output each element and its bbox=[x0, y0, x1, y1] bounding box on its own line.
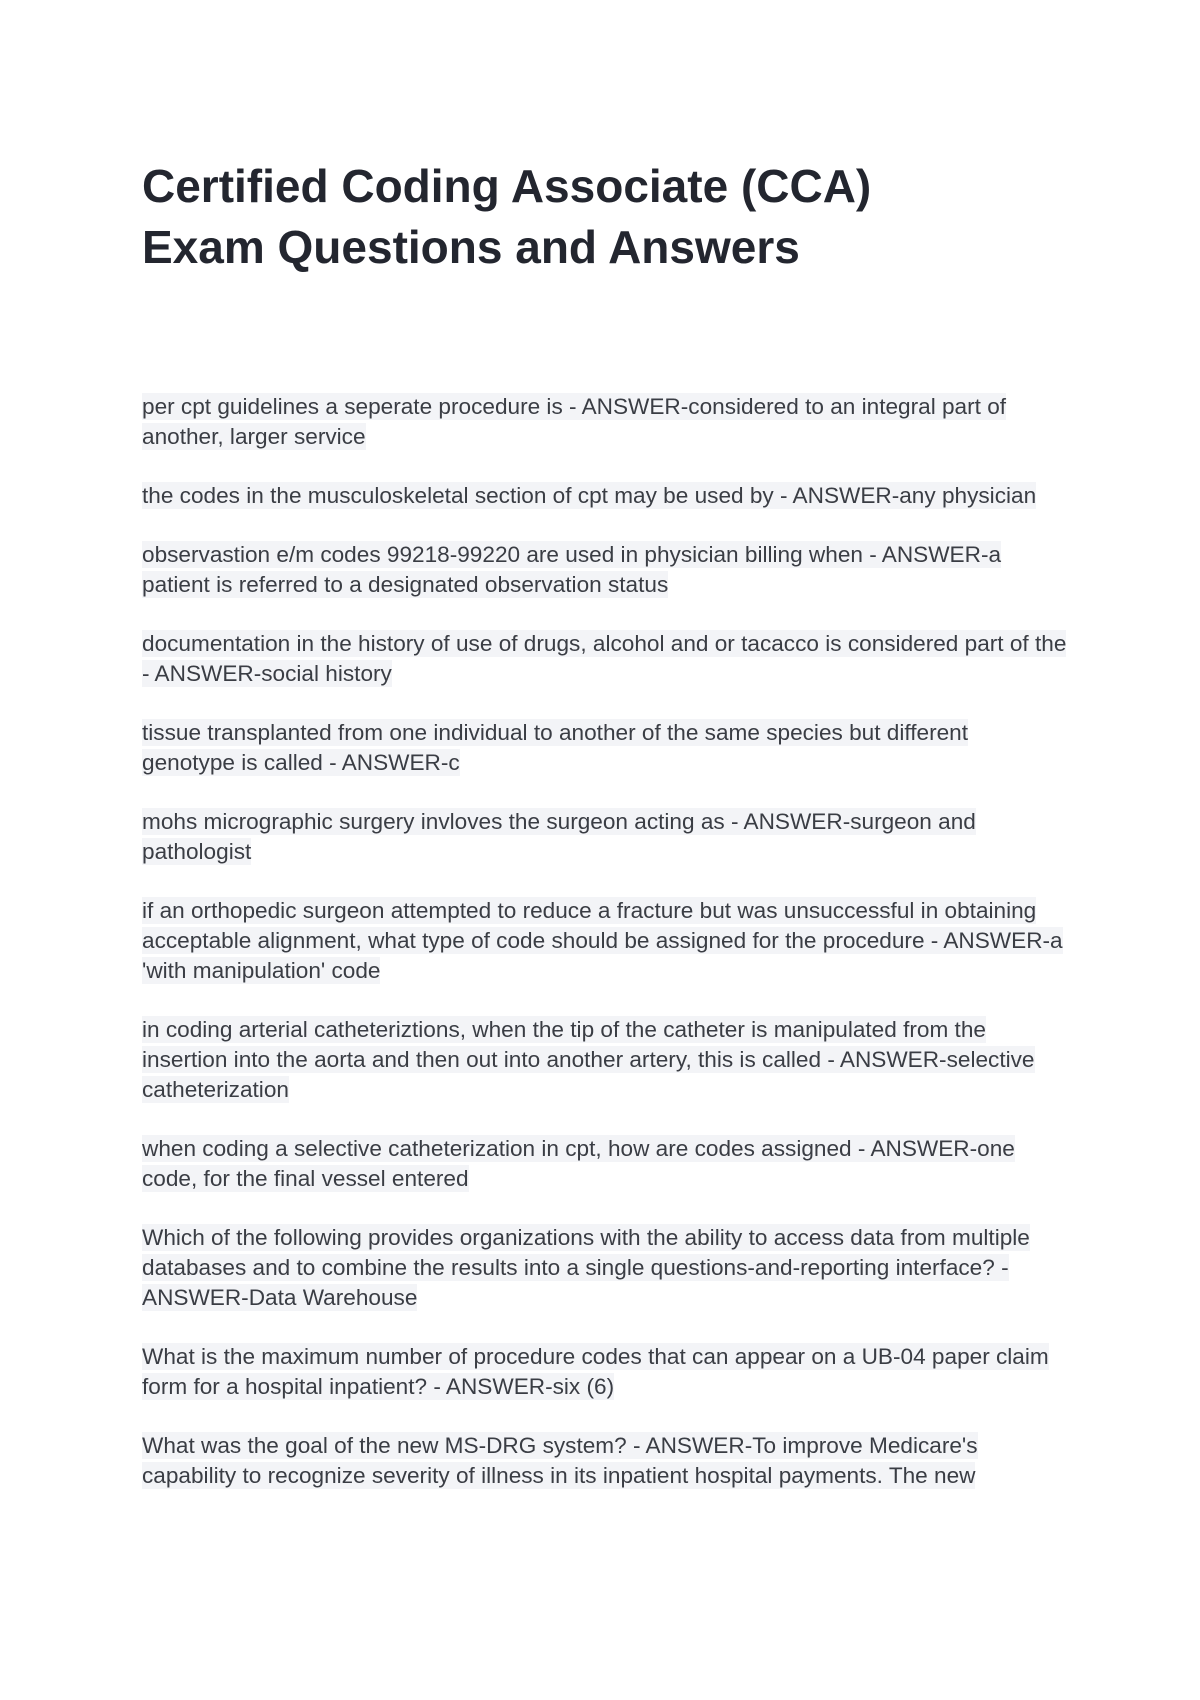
qa-item bbox=[142, 896, 1067, 986]
qa-text: Which of the following provides organizations with the ability to access data from multiple databases and to combine the results into a single questions-and-reporting interface? - ANSWER-Data Warehouse bbox=[142, 1225, 1030, 1310]
qa-item bbox=[142, 1134, 1067, 1194]
qa-text: documentation in the history of use of drugs, alcohol and or tacacco is considered part of the - ANSWER-social history bbox=[142, 631, 1067, 686]
qa-text: when coding a selective catheterization in cpt, how are codes assigned - ANSWER-one code, for the final vessel entered bbox=[142, 1136, 1015, 1191]
qa-text: in coding arterial catheteriztions, when the tip of the catheter is manipulated from the insertion into the aorta and then out into another artery, this is called - ANSWER-selective catheterization bbox=[142, 1017, 1035, 1102]
document-title bbox=[142, 156, 1042, 278]
qa-text: tissue transplanted from one individual to another of the same species but different genotype is called - ANSWER-c bbox=[142, 720, 969, 775]
qa-item bbox=[142, 392, 1067, 452]
qa-item bbox=[142, 1342, 1067, 1402]
qa-item bbox=[142, 481, 1067, 511]
qa-list bbox=[142, 392, 1067, 1520]
qa-item bbox=[142, 1015, 1067, 1105]
qa-item bbox=[142, 540, 1067, 600]
qa-item bbox=[142, 1223, 1067, 1313]
title-line-2: Exam Questions and Answers bbox=[142, 221, 800, 273]
qa-item bbox=[142, 718, 1067, 778]
qa-text: observastion e/m codes 99218-99220 are used in physician billing when - ANSWER-a patient is referred to a designated observation status bbox=[142, 542, 1002, 597]
qa-text: if an orthopedic surgeon attempted to reduce a fracture but was unsuccessful in obtaining acceptable alignment, what type of code should be assigned for the procedure - ANSWER-a 'with manipulation' code bbox=[142, 898, 1063, 983]
qa-text: What is the maximum number of procedure codes that can appear on a UB-04 paper claim form for a hospital inpatient? - ANSWER-six (6) bbox=[142, 1344, 1049, 1399]
qa-text: the codes in the musculoskeletal section of cpt may be used by - ANSWER-any physician bbox=[142, 483, 1037, 508]
qa-text: per cpt guidelines a seperate procedure is - ANSWER-considered to an integral part of another, larger service bbox=[142, 394, 1007, 449]
title-line-1: Certified Coding Associate (CCA) bbox=[142, 160, 872, 212]
qa-text: What was the goal of the new MS-DRG system? - ANSWER-To improve Medicare's capability to recognize severity of illness in its inpatient hospital payments. The new bbox=[142, 1433, 978, 1488]
qa-item bbox=[142, 1431, 1067, 1491]
qa-text: mohs micrographic surgery invloves the surgeon acting as - ANSWER-surgeon and pathologist bbox=[142, 809, 976, 864]
qa-item bbox=[142, 807, 1067, 867]
qa-item bbox=[142, 629, 1067, 689]
